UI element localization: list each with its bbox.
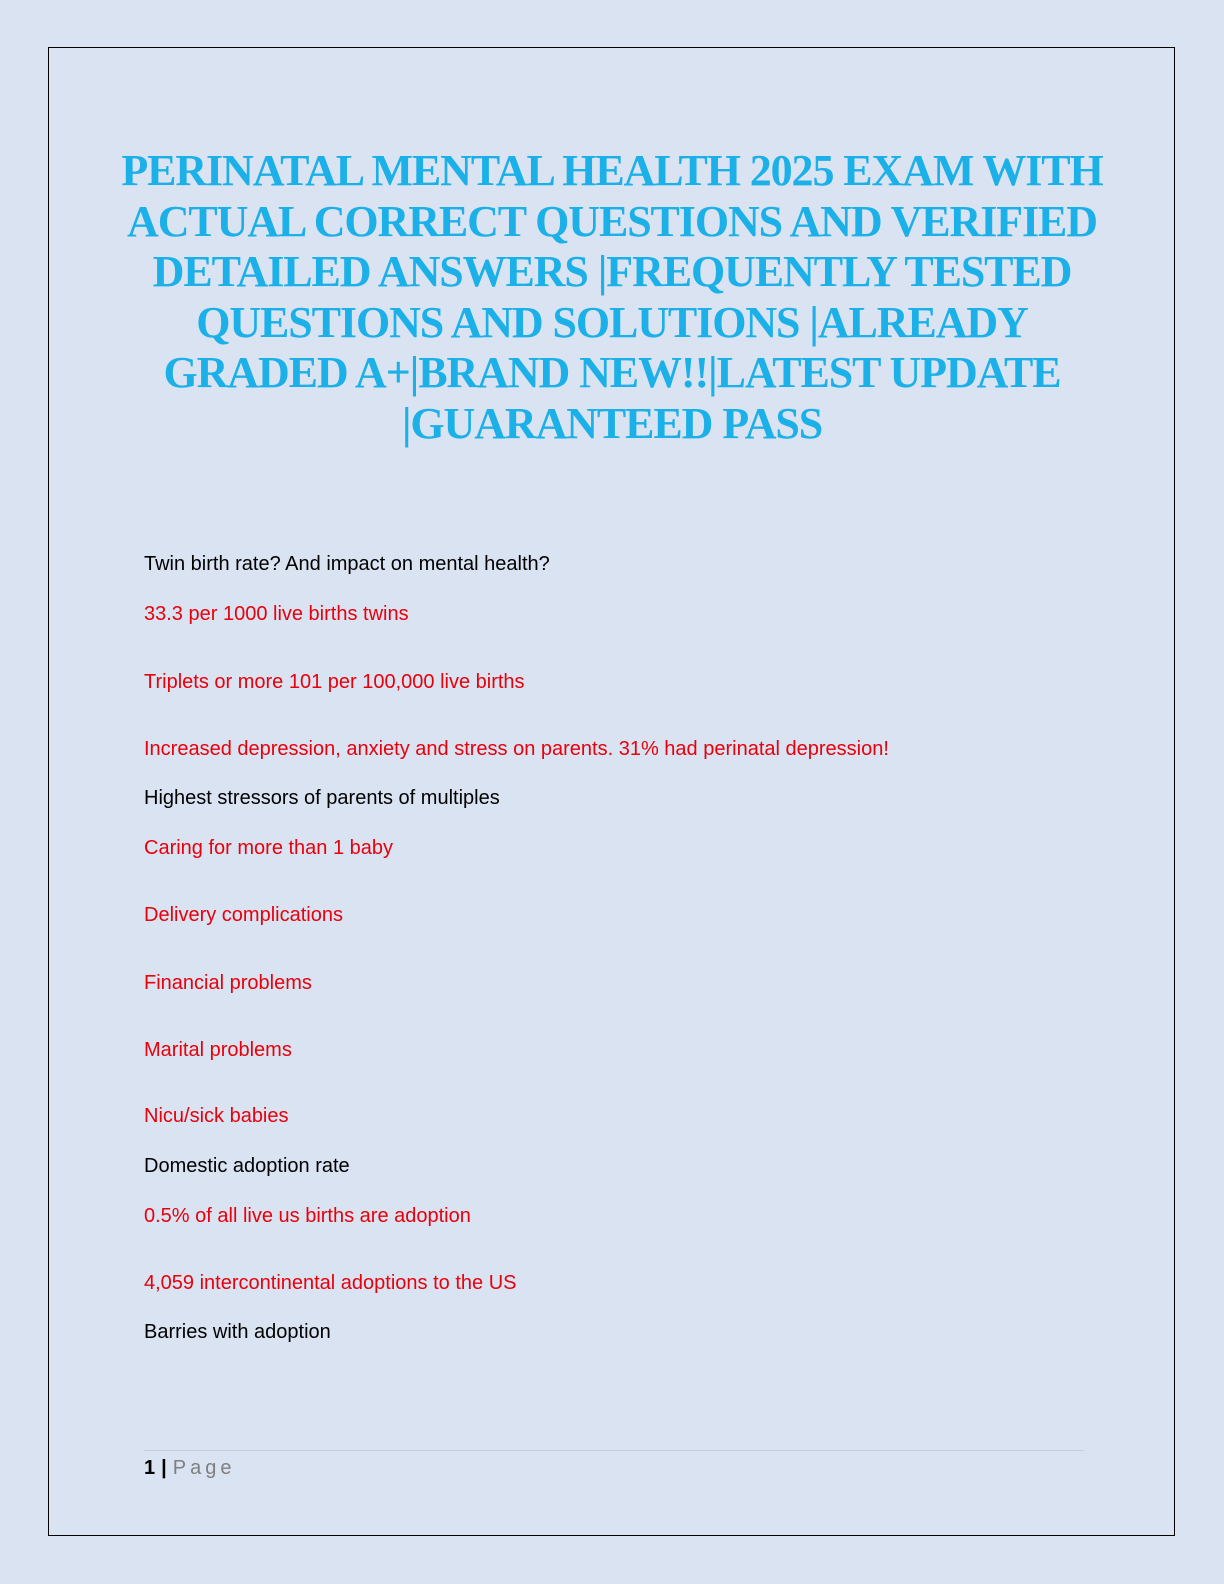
answer-line: Triplets or more 101 per 100,000 live births [144,671,525,693]
question-line: Twin birth rate? And impact on mental health? [144,553,550,575]
footer-divider [144,1450,1084,1451]
footer-separator: | [161,1457,167,1479]
document-title: PERINATAL MENTAL HEALTH 2025 EXAM WITH ACTUAL CORRECT QUESTIONS AND VERIFIED DETAILED ANSWERS |FREQUENTLY TESTED QUESTIONS AND SOLUTIONS |ALREADY GRADED A+|BRAND NEW!!|LATEST UPDATE |GUARANTEED PASS [121,146,1103,448]
question-line: Highest stressors of parents of multiples [144,787,500,809]
answer-line: Increased depression, anxiety and stress on parents. 31% had perinatal depression! [144,738,889,760]
answer-line: Nicu/sick babies [144,1105,289,1127]
answer-line: 4,059 intercontinental adoptions to the US [144,1272,517,1294]
answer-line: 33.3 per 1000 live births twins [144,603,409,625]
page-footer [144,1456,235,1480]
answer-line: 0.5% of all live us births are adoption [144,1205,471,1227]
question-line: Domestic adoption rate [144,1155,350,1177]
question-line: Barries with adoption [144,1321,331,1343]
page-number: 1 [144,1457,156,1479]
answer-line: Caring for more than 1 baby [144,837,394,859]
answer-line: Marital problems [144,1039,292,1061]
page-label: Page [172,1457,236,1479]
answer-line: Delivery complications [144,904,343,926]
answer-line: Financial problems [144,972,312,994]
